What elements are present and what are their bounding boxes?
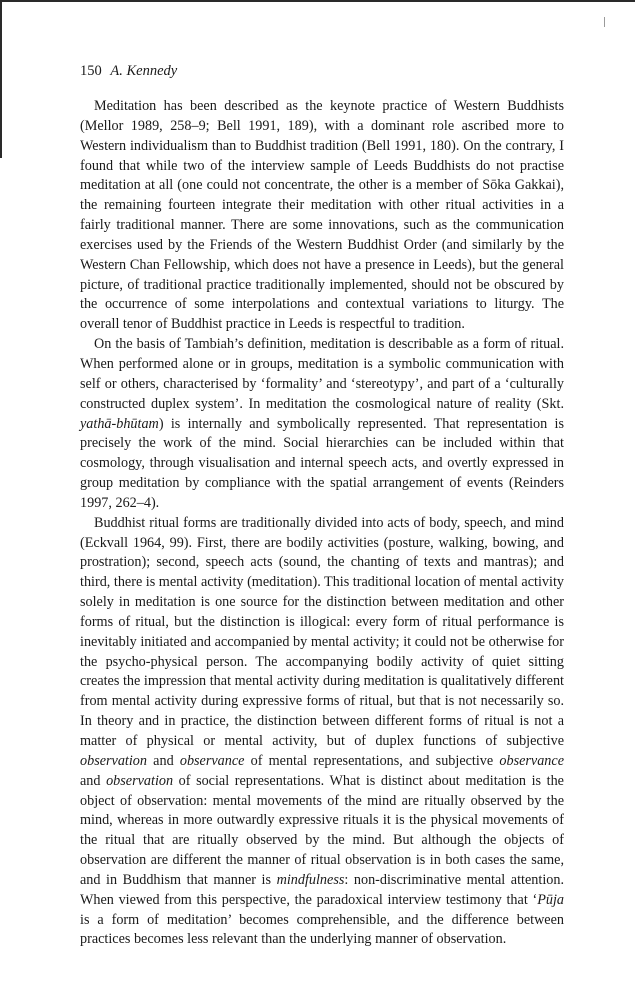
emphasis-term: Pūja xyxy=(537,891,564,908)
sanskrit-term: yathā-bhūtam xyxy=(80,415,159,432)
paragraph-3-text: Buddhist ritual forms are traditionally divided into acts of body, speech, and mind (Eckvall 1964, 99). First, there are bodily activities (posture, walking, bowing, and prostration); second, speech acts (sound, the chanting of texts and mantras); and third, there is mental activity (meditation). This traditional location of mental activity solely in meditation is one source for the distinction between meditation and other forms of ritual, but the distinction is illogical: every form of ritual performance is inevitably initiated and accompanied by mental activity; it could not be otherwise for the psycho-physical person. The accompanying bodily activity of quiet sitting creates the impression that mental activity during meditation is qualitatively different from mental activity during expressive forms of ritual, but that is not necessarily so. In theory and in practice, the distinction between different forms of ritual is not a matter of physical or mental activity, but of duplex functions of subjective xyxy=(80,514,564,749)
emphasis-term: observation xyxy=(80,752,147,769)
emphasis-term: observance xyxy=(179,752,245,769)
left-border-line xyxy=(0,0,2,158)
paragraph-3-text: and xyxy=(147,752,180,769)
paragraph-3-text: of mental representations, and subjective xyxy=(244,752,500,769)
emphasis-term: mindfulness xyxy=(276,871,345,888)
paragraph-3-text: is a form of meditation’ becomes comprehensible, and the difference between practices becomes less relevant than the underlying manner of observation. xyxy=(80,911,564,948)
running-head xyxy=(80,61,177,81)
top-border-line xyxy=(0,0,635,2)
paragraph-1 xyxy=(80,97,564,335)
paragraph-3 xyxy=(80,514,564,951)
emphasis-term: observance xyxy=(499,752,564,769)
paragraph-3-text: : non-discriminative mental attention. When viewed from this perspective, the paradoxical interview testimony that ‘ xyxy=(80,871,564,908)
paragraph-1-text: Meditation has been described as the keynote practice of Western Buddhists (Mellor 1989, 258–9; Bell 1991, 189), with a dominant role ascribed more to Western individualism than to Buddhist tradition (Bell 1991, 180). On the contrary, I found that while two of the interview sample of Leeds Buddhists do not practise meditation at all (one could not concentrate, the other is a member of Sōka Gakkai), the remaining fourteen integrate their meditation with other ritual activities in a fairly traditional manner. There are some innovations, such as the communication exercises used by the Friends of the Western Buddhist Order (and similarly by the Western Chan Fellowship, which does not have a presence in Leeds), but the general picture, of traditional practice traditionally implemented, should not be obscured by the occurrence of some interpolations and contextual variations to liturgy. The overall tenor of Buddhist practice in Leeds is respectful to tradition. xyxy=(80,98,564,333)
paragraph-2 xyxy=(80,335,564,514)
paragraph-2-text: ) is internally and symbolically represented. That representation is precisely the work of the mind. Social hierarchies can be included within that cosmology, through visualisation and internal speech acts, and overtly expressed in group meditation by compliance with the spatial arrangement of events (Reinders 1997, 262–4). xyxy=(80,415,564,511)
paragraph-3-text: of social representations. What is distinct about meditation is the object of observation: mental movements of the mind are ritually observed by the mind, whereas in more outwardly expressive rituals it is the physical movements of the ritual that are ritually observed by the mind. But although the objects of observation are different the manner of ritual observation is in both cases the same, and in Buddhism that manner is xyxy=(80,772,564,888)
paragraph-2-text: On the basis of Tambiah’s definition, meditation is describable as a form of ritual. When performed alone or in groups, meditation is a symbolic communication with self or others, characterised by ‘formality’ and ‘stereotypy’, and part of a ‘culturally constructed duplex system’. In meditation the cosmological nature of reality (Skt. xyxy=(80,336,564,412)
scan-tick-mark xyxy=(604,17,605,27)
running-head-author: A. Kennedy xyxy=(110,63,178,79)
page-number: 150 xyxy=(80,63,102,79)
paragraph-3-text: and xyxy=(80,772,107,789)
emphasis-term: observation xyxy=(106,772,174,789)
body-text xyxy=(80,97,564,950)
